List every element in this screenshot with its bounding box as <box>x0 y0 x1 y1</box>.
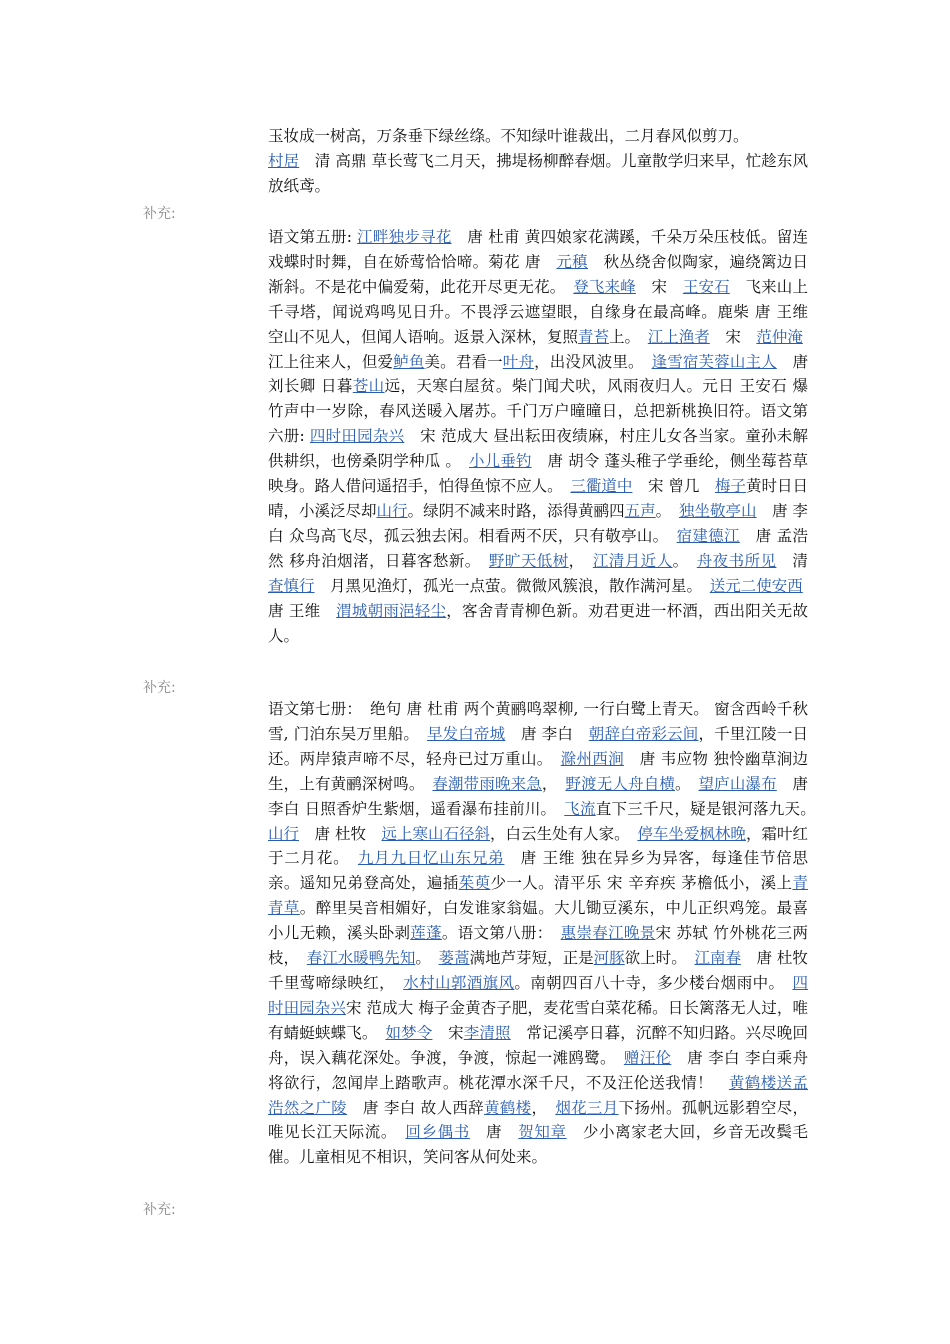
poem-link[interactable]: 茱萸 <box>458 874 491 893</box>
poem-link[interactable]: 独坐敬亭山 <box>678 501 757 520</box>
poem-link[interactable]: 野渡无人舟自横 <box>565 774 675 793</box>
poem-link[interactable]: 春江水暖鸭先知 <box>306 949 416 968</box>
poem-text: 唐 杜牧 千里莺啼绿映红， <box>268 949 808 992</box>
poem-link[interactable]: 蒌蒿 <box>438 949 470 968</box>
poem-text: 。 <box>674 774 699 793</box>
poem-link[interactable]: 王安石 <box>682 277 730 296</box>
poem-link[interactable]: 莲蓬 <box>410 924 442 943</box>
poem-text: 。醉里吴音相媚好，白发谁家翁媪。大儿锄豆溪东，中儿正织鸡笼。最喜小儿无赖，溪头卧剥 <box>268 899 808 943</box>
poem-link[interactable]: 烟花三月 <box>555 1098 619 1117</box>
poem-link[interactable]: 范仲淹 <box>756 327 803 346</box>
poem-link[interactable]: 元稹 <box>556 252 588 271</box>
poem-text: 唐 李白 李白乘舟将欲行，忽闻岸上踏歌声。桃花潭水深千尺，不及汪伦送我情！ <box>268 1048 808 1092</box>
poem-text: 飞来山上千寻塔，闻说鸡鸣见日升。不畏浮云遮望眼，自缘身在最高峰。鹿柴 唐 王维 空山不见人，但闻人语响。返景入深林，复照 <box>268 277 808 346</box>
poem-link[interactable]: 青苔 <box>578 327 610 346</box>
poem-link[interactable]: 回乡偶书 <box>405 1123 470 1142</box>
poem-text: 上。 <box>609 327 648 346</box>
poem-text: 美。君看一 <box>424 352 503 371</box>
poem-link[interactable]: 五声 <box>624 501 656 520</box>
poem-link[interactable]: 四时田园杂兴 <box>309 427 405 446</box>
poem-text: 宋 苏轼 竹外桃花三两枝， <box>268 924 808 968</box>
poem-text: 远，天寒白屋贫。柴门闻犬吠，风雨夜归人。元日 王安石 爆竹声中一岁除，春风送暖入屠苏。千门万户曈曈日，总把新桃换旧符。语文第六册: <box>268 377 808 446</box>
poem-text: 唐 杜甫 黄四娘家花满蹊，千朵万朵压枝低。留连戏蝶时时舞，自在娇莺恰恰啼。菊花 唐 <box>268 228 808 271</box>
poem-text: 。 <box>415 949 439 968</box>
poem-text: 宋 范成大 梅子金黄杏子肥，麦花雪白菜花稀。日长篱落无人过，唯有蜻蜓蛱蝶飞。 <box>268 998 808 1042</box>
poem-link[interactable]: 河豚 <box>593 949 625 968</box>
poem-text: 唐 李白 日照香炉生紫烟，遥看瀑布挂前川。 <box>268 774 808 818</box>
poem-link[interactable]: 江南春 <box>694 949 741 968</box>
poem-link[interactable]: 青青草 <box>268 874 808 918</box>
poem-link[interactable]: 水村山郭酒旗风 <box>403 973 515 992</box>
poem-link[interactable]: 小儿垂钓 <box>469 452 532 471</box>
poem-text: 宋 范成大 昼出耘田夜绩麻，村庄儿女各当家。童孙未解供耕织，也傍桑阴学种瓜 。 <box>268 427 808 471</box>
poem-link[interactable]: 朝辞白帝彩云间 <box>588 724 699 743</box>
poem-text: 唐 李白 众鸟高飞尽，孤云独去闲。相看两不厌，只有敬亭山。 <box>268 501 808 545</box>
poem-link[interactable]: 梅子 <box>714 477 746 496</box>
poem-text: ，千里江陵一日还。两岸猿声啼不尽，轻舟已过万重山。 <box>268 724 808 768</box>
poem-link[interactable]: 早发白帝城 <box>426 724 506 743</box>
poem-text: ，白云生处有人家。 <box>490 824 638 843</box>
poem-link[interactable]: 苍山 <box>352 377 385 396</box>
poem-link[interactable]: 村居 <box>268 151 300 170</box>
poem-text: 。南朝四百八十寺，多少楼台烟雨中。 <box>514 973 793 992</box>
poem-link[interactable]: 贺知章 <box>518 1123 567 1142</box>
poem-text: 玉妆成一树高，万条垂下绿丝绦。不知绿叶谁裁出，二月春风似剪刀。 <box>268 127 749 145</box>
poem-link[interactable]: 江清月近人 <box>592 551 673 570</box>
poem-text: 下扬州。孤帆远影碧空尽，唯见长江天际流。 <box>268 1098 808 1142</box>
poem-link[interactable]: 送元二使安西 <box>709 576 803 595</box>
poem-link[interactable]: 飞流 <box>564 799 596 818</box>
supplement-label: 补充: <box>143 1202 176 1218</box>
poem-text: 宋 <box>709 327 757 346</box>
poem-text: ， <box>531 1098 556 1117</box>
poem-link[interactable]: 黄鹤楼送孟浩然之广陵 <box>268 1073 808 1117</box>
poem-link[interactable]: 查慎行 <box>268 576 315 595</box>
poem-text: 少小离家老大回，乡音无改鬓毛催。儿童相见不相识，笑问客从何处来。 <box>268 1123 808 1167</box>
poem-text: 唐 胡令 蓬头稚子学垂纶，侧坐莓苔草映身。路人借问遥招手，怕得鱼惊不应人。 <box>268 452 808 496</box>
poem-text: 唐 李白 <box>505 724 589 743</box>
poem-text: 宋 <box>432 1023 464 1042</box>
poem-link[interactable]: 李清照 <box>463 1023 511 1042</box>
poem-text: 唐 杜牧 <box>299 824 382 843</box>
poem-text: 欲上时。 <box>624 949 695 968</box>
poem-link[interactable]: 逢雪宿芙蓉山主人 <box>651 352 777 371</box>
poem-link[interactable]: 赠汪伦 <box>623 1048 672 1067</box>
poem-text: 唐 孟浩然 移舟泊烟渚，日暮客愁新。 <box>268 526 808 570</box>
poem-link[interactable]: 登飞来峰 <box>573 277 636 296</box>
poem-text: 秋丛绕舍似陶家，遍绕篱边日渐斜。不是花中偏爱菊，此花开尽更无花。 <box>268 252 808 296</box>
poem-text: 满地芦芽短，正是 <box>469 949 594 968</box>
poem-link[interactable]: 如梦令 <box>385 1023 433 1042</box>
poem-text: 唐 王维 独在异乡为异客，每逢佳节倍思亲。遥知兄弟登高处，遍插 <box>268 849 808 893</box>
poem-link[interactable]: 舟夜书所见 <box>696 551 777 570</box>
poem-link[interactable]: 滁州西涧 <box>560 749 624 768</box>
poem-text: 宋 曾几 <box>632 477 715 496</box>
poem-text: 清 <box>776 551 824 570</box>
poem-link[interactable]: 野旷天低树 <box>488 551 569 570</box>
poem-text: 语文第七册： 绝句 唐 杜甫 两个黄鹂鸣翠柳, 一行白鹭上青天。 窗含西岭千秋雪, 门泊东吴万里船。 <box>268 700 808 743</box>
poem-link[interactable]: 四时田园杂兴 <box>268 973 808 1017</box>
poem-block-textbook-7-8 <box>268 697 824 1170</box>
poem-link[interactable]: 宿建德江 <box>676 526 740 545</box>
poem-text: 。 <box>655 501 679 520</box>
poem-link[interactable]: 远上寒山石径斜 <box>381 824 491 843</box>
poem-block-1 <box>268 124 808 199</box>
poem-text: ，客舍青青柳色新。劝君更进一杯酒，西出阳关无故人。 <box>268 601 808 645</box>
supplement-label: 补充: <box>143 680 176 696</box>
poem-text: ， <box>568 551 593 570</box>
poem-text: 唐 <box>469 1123 519 1142</box>
poem-link[interactable]: 山行 <box>376 501 408 520</box>
poem-link[interactable]: 黄鹤楼 <box>484 1098 532 1117</box>
poem-link[interactable]: 望庐山瀑布 <box>698 774 777 793</box>
poem-text: 语文第五册: <box>268 228 358 246</box>
poem-text: 唐 刘长卿 日暮 <box>268 352 808 396</box>
poem-link[interactable]: 鲈鱼 <box>393 352 425 371</box>
poem-text: 直下三千尺，疑是银河落九天。 <box>595 799 824 818</box>
poem-link[interactable]: 停车坐爱枫林晚 <box>637 824 746 843</box>
poem-text: 月黑见渔灯，孤光一点萤。微微风簇浪，散作满河星。 <box>314 576 710 595</box>
poem-text: ，霜叶红于二月花。 <box>268 824 808 868</box>
poem-text: 唐 王维 <box>268 576 819 620</box>
poem-text: ， <box>541 774 566 793</box>
poem-link[interactable]: 江畔独步寻花 <box>357 228 452 246</box>
poem-text: 宋 <box>635 277 683 296</box>
poem-link[interactable]: 九月九日忆山东兄弟 <box>357 849 505 868</box>
poem-link[interactable]: 三衢道中 <box>570 477 633 496</box>
poem-text: 唐 李白 故人西辞 <box>347 1098 484 1117</box>
supplement-label: 补充: <box>143 206 176 222</box>
poem-link[interactable]: 春潮带雨晚来急 <box>432 774 542 793</box>
poem-text: 常记溪亭日暮，沉醉不知归路。兴尽晚回舟，误入藕花深处。争渡，争渡，惊起一滩鸥鹭。 <box>268 1023 808 1067</box>
poem-text: ，出没风波里。 <box>534 352 652 371</box>
poem-block-textbook-5-6 <box>268 225 824 648</box>
poem-text: 江上往来人，但爱 <box>268 327 819 371</box>
poem-link[interactable]: 山行 <box>268 824 300 843</box>
poem-text: 。绿阴不减来时路，添得黄鹂四 <box>407 501 625 520</box>
poem-text: 清 高鼎 草长莺飞二月天，拂堤杨柳醉春烟。儿童散学归来早，忙趁东风放纸鸢。 <box>268 151 808 195</box>
poem-text: 少一人。清平乐 宋 辛弃疾 茅檐低小，溪上 <box>490 874 793 893</box>
poem-text: 唐 韦应物 独怜幽草涧边生，上有黄鹂深树鸣。 <box>268 749 808 793</box>
poem-text: 黄时日日晴，小溪泛尽却 <box>268 477 808 520</box>
poem-link[interactable]: 叶舟 <box>502 352 535 371</box>
poem-link[interactable]: 江上渔者 <box>647 327 710 346</box>
poem-link[interactable]: 渭城朝雨浥轻尘 <box>336 601 447 620</box>
poem-text: 。 <box>672 551 697 570</box>
poem-link[interactable]: 惠崇春江晚景 <box>560 924 656 943</box>
poem-text: 。语文第八册： <box>441 924 561 943</box>
